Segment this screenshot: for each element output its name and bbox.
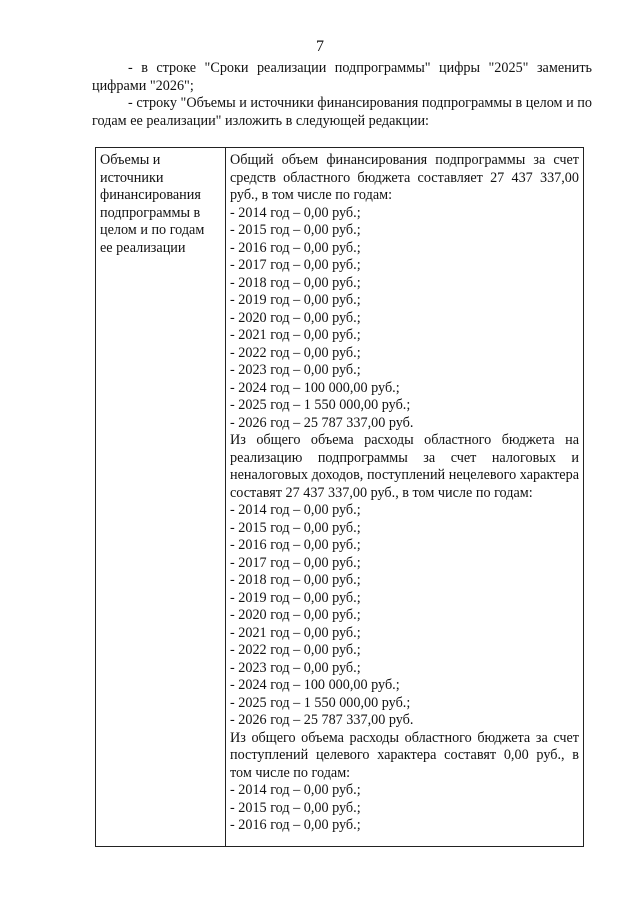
year-amount-line: - 2019 год – 0,00 руб.; xyxy=(230,292,361,308)
year-amount-line: - 2023 год – 0,00 руб.; xyxy=(230,659,361,676)
targeted-revenue-text: Из общего объема расходы областного бюджета за счет поступлений целевого характера составят 0,00 руб., в том числе по годам: xyxy=(230,729,579,781)
year-amount-line: - 2022 год – 0,00 руб.; xyxy=(230,642,361,658)
funding-table-row xyxy=(96,148,584,847)
page-number: 7 xyxy=(316,38,324,55)
year-amount-line: - 2018 год – 0,00 руб.; xyxy=(230,274,361,291)
year-amount-line: - 2014 год – 0,00 руб.; xyxy=(230,502,361,518)
year-amount-line: - 2016 год – 0,00 руб.; xyxy=(230,537,361,553)
year-amount-line: - 2022 год – 0,00 руб.; xyxy=(230,344,361,361)
year-amount-line: - 2017 год – 0,00 руб.; xyxy=(230,554,361,571)
intro-line-deadline: - в строке "Сроки реализации подпрограммы" цифры "2025" заменить цифрами "2026"; xyxy=(92,60,592,94)
year-amount-line: - 2024 год – 100 000,00 руб.; xyxy=(230,677,400,693)
year-amount-line: - 2021 год – 0,00 руб.; xyxy=(230,327,361,343)
year-amount-line: - 2023 год – 0,00 руб.; xyxy=(230,362,361,378)
year-list-total xyxy=(230,205,579,433)
year-amount-line: - 2025 год – 1 550 000,00 руб.; xyxy=(230,397,411,413)
year-amount-line: - 2016 год – 0,00 руб.; xyxy=(230,817,361,833)
year-amount-line: - 2026 год – 25 787 337,00 руб. xyxy=(230,414,414,431)
year-amount-line: - 2025 год – 1 550 000,00 руб.; xyxy=(230,694,411,711)
year-amount-line: - 2019 год – 0,00 руб.; xyxy=(230,589,361,606)
intro-line-volumes: - строку "Объемы и источники финансирования подпрограммы в целом и по годам ее реализации" изложить в следующей редакции: xyxy=(92,95,592,129)
tax-revenue-text: Из общего объема расходы областного бюджета на реализацию подпрограммы за счет налоговых и неналоговых доходов, поступлений нецелевого характера составят 27 437 337,00 руб., в том числе по годам: xyxy=(230,432,579,501)
year-amount-line: - 2015 год – 0,00 руб.; xyxy=(230,519,361,536)
intro-text xyxy=(92,60,592,130)
year-amount-line: - 2014 год – 0,00 руб.; xyxy=(230,204,361,221)
year-amount-line: - 2020 год – 0,00 руб.; xyxy=(230,607,361,623)
year-amount-line: - 2016 год – 0,00 руб.; xyxy=(230,239,361,256)
funding-details-cell xyxy=(226,148,584,847)
funding-label-cell xyxy=(96,148,226,847)
year-amount-line: - 2021 год – 0,00 руб.; xyxy=(230,624,361,641)
year-amount-line: - 2015 год – 0,00 руб.; xyxy=(230,799,361,816)
year-amount-line: - 2020 год – 0,00 руб.; xyxy=(230,309,361,326)
year-list-tax xyxy=(230,502,579,730)
year-amount-line: - 2017 год – 0,00 руб.; xyxy=(230,257,361,273)
year-amount-line: - 2024 год – 100 000,00 руб.; xyxy=(230,379,400,396)
year-amount-line: - 2015 год – 0,00 руб.; xyxy=(230,222,361,238)
year-amount-line: - 2014 год – 0,00 руб.; xyxy=(230,782,361,798)
funding-table xyxy=(95,147,584,847)
funding-label: Объемы и источники финансирования подпрограммы в целом и по годам ее реализации xyxy=(100,152,205,256)
total-funding-text: Общий объем финансирования подпрограммы за счет средств областного бюджета составляет 27 437 337,00 руб., в том числе по годам: xyxy=(230,152,579,203)
year-amount-line: - 2018 год – 0,00 руб.; xyxy=(230,572,361,588)
year-list-targeted xyxy=(230,782,579,835)
year-amount-line: - 2026 год – 25 787 337,00 руб. xyxy=(230,712,414,728)
